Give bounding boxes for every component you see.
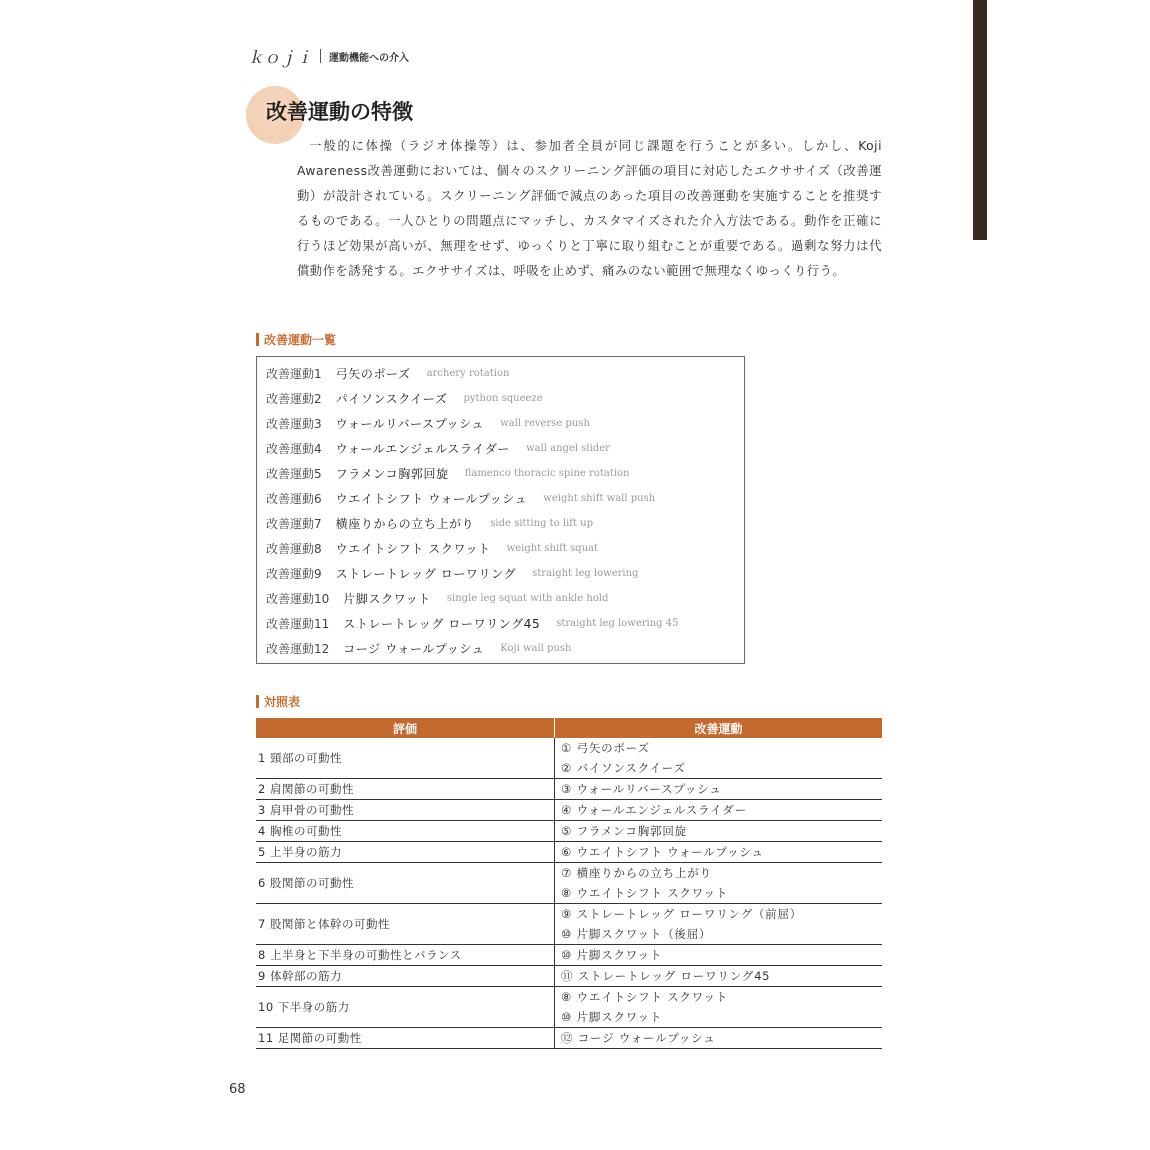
exercise-number: 改善運動11 xyxy=(266,617,330,631)
exercise-name-en: archery rotation xyxy=(426,368,510,379)
improvement-item: ⑫ コージ ウォールプッシュ xyxy=(561,1031,716,1045)
evaluation-cell: 9 体幹部の筋力 xyxy=(256,966,555,987)
column-header-eval: 評価 xyxy=(256,718,555,738)
exercise-number: 改善運動1 xyxy=(266,367,322,381)
section-title: 改善運動の特徴 xyxy=(266,99,413,124)
improvement-item: ⑩ 片脚スクワット xyxy=(561,948,663,962)
running-head-section: 運動機能への介入 xyxy=(329,52,410,64)
exercise-name-ja: ストレートレッグ ローワリング xyxy=(335,567,517,581)
exercise-number: 改善運動7 xyxy=(266,517,322,531)
exercise-name-en: weight shift squat xyxy=(506,543,598,554)
evaluation-cell: 10 下半身の筋力 xyxy=(256,987,555,1028)
improvement-item: ⑦ 横座りからの立ち上がり xyxy=(561,866,712,880)
improvement-item: ⑧ ウエイトシフト スクワット xyxy=(561,990,729,1004)
exercise-name-en: wall angel slider xyxy=(526,443,610,454)
exercise-name-en: side sitting to lift up xyxy=(490,518,594,529)
mapping-row xyxy=(256,945,882,966)
exercise-list-item xyxy=(266,386,744,411)
mapping-table xyxy=(256,718,882,1049)
mapping-row xyxy=(256,779,882,800)
exercise-name-ja: ストレートレッグ ローワリング45 xyxy=(343,617,541,631)
evaluation-cell: 3 肩甲骨の可動性 xyxy=(256,800,555,821)
mapping-row xyxy=(256,863,882,904)
improvement-item: ④ ウォールエンジェルスライダー xyxy=(561,803,747,817)
exercise-name-en: weight shift wall push xyxy=(543,493,656,504)
evaluation-cell: 4 胸椎の可動性 xyxy=(256,821,555,842)
exercise-name-en: flamenco thoracic spine rotation xyxy=(464,468,630,479)
evaluation-cell: 2 肩関節の可動性 xyxy=(256,779,555,800)
exercise-list-item xyxy=(266,461,744,486)
exercise-list-item xyxy=(266,486,744,511)
running-head-divider xyxy=(320,49,321,63)
exercise-name-ja: 片脚スクワット xyxy=(343,592,431,606)
improvement-cell xyxy=(555,987,883,1028)
exercise-name-ja: コージ ウォールプッシュ xyxy=(343,642,485,656)
mapping-row xyxy=(256,842,882,863)
evaluation-cell: 8 上半身と下半身の可動性とバランス xyxy=(256,945,555,966)
exercise-name-ja: 弓矢のポーズ xyxy=(335,367,411,381)
exercise-name-ja: 横座りからの立ち上がり xyxy=(335,517,475,531)
mapping-row xyxy=(256,987,882,1028)
exercise-list-item xyxy=(266,536,744,561)
exercise-name-ja: パイソンスクイーズ xyxy=(335,392,448,406)
exercise-number: 改善運動10 xyxy=(266,592,330,606)
evaluation-cell: 6 股関節の可動性 xyxy=(256,863,555,904)
mapping-row xyxy=(256,904,882,945)
exercise-number: 改善運動9 xyxy=(266,567,322,581)
mapping-row xyxy=(256,821,882,842)
exercise-name-en: single leg squat with ankle hold xyxy=(446,593,609,604)
improvement-item: ⑪ ストレートレッグ ローワリング45 xyxy=(561,969,771,983)
column-header-improvement: 改善運動 xyxy=(555,718,883,738)
exercise-number: 改善運動4 xyxy=(266,442,322,456)
exercise-name-ja: ウエイトシフト ウォールプッシュ xyxy=(335,492,528,506)
exercise-list-item xyxy=(266,511,744,536)
exercise-number: 改善運動6 xyxy=(266,492,322,506)
heading-bar-icon xyxy=(256,333,259,346)
side-tab-bar xyxy=(973,0,987,240)
improvement-item: ③ ウォールリバースプッシュ xyxy=(561,782,722,796)
exercise-name-en: straight leg lowering 45 xyxy=(556,618,679,629)
evaluation-cell: 1 頸部の可動性 xyxy=(256,738,555,779)
improvement-cell xyxy=(555,863,883,904)
improvement-cell xyxy=(555,779,883,800)
exercise-number: 改善運動2 xyxy=(266,392,322,406)
mapping-row xyxy=(256,800,882,821)
exercise-list-item xyxy=(266,436,744,461)
improvement-item: ⑥ ウエイトシフト ウォールプッシュ xyxy=(561,845,764,859)
exercise-list-item xyxy=(266,586,744,611)
improvement-item: ⑩ 片脚スクワット（後屈） xyxy=(561,927,712,941)
evaluation-cell: 5 上半身の筋力 xyxy=(256,842,555,863)
improvement-cell xyxy=(555,966,883,987)
improvement-cell xyxy=(555,800,883,821)
improvement-item: ⑨ ストレートレッグ ローワリング（前屈） xyxy=(561,907,803,921)
evaluation-cell: 11 足関節の可動性 xyxy=(256,1028,555,1049)
intro-paragraph: 一般的に体操（ラジオ体操等）は、参加者全員が同じ課題を行うことが多い。しかし、Koji Awareness改善運動においては、個々のスクリーニング評価の項目に対応したエクササイズ（改善運動）が設計されている。スクリーニング評価で減点のあった項目の改善運動を実施することを推奨するものである。一人ひとりの問題点にマッチし、カスタマイズされた介入方法である。動作を正確に行うほど効果が高いが、無理をせず、ゆっくりと丁寧に取り組むことが重要である。過剰な努力は代償動作を誘発する。エクササイズは、呼吸を止めず、痛みのない範囲で無理なくゆっくり行う。 xyxy=(297,139,882,278)
exercise-name-en: Koji wall push xyxy=(500,643,572,654)
exercise-name-en: straight leg lowering xyxy=(532,568,639,579)
improvement-item: ⑧ ウエイトシフト スクワット xyxy=(561,886,729,900)
koji-logo: ｋｏｊｉ xyxy=(248,47,313,67)
exercise-list-heading-text: 改善運動一覧 xyxy=(264,333,337,347)
mapping-heading xyxy=(256,693,300,710)
improvement-item: ① 弓矢のポーズ xyxy=(561,741,650,755)
exercise-list-item xyxy=(266,561,744,586)
exercise-number: 改善運動12 xyxy=(266,642,330,656)
improvement-cell xyxy=(555,821,883,842)
exercise-list-item xyxy=(266,411,744,436)
exercise-number: 改善運動3 xyxy=(266,417,322,431)
improvement-cell xyxy=(555,738,883,779)
exercise-name-ja: ウォールエンジェルスライダー xyxy=(335,442,511,456)
exercise-list-item xyxy=(266,611,744,636)
exercise-number: 改善運動5 xyxy=(266,467,322,481)
exercise-name-en: python squeeze xyxy=(463,393,543,404)
exercise-name-ja: ウォールリバースプッシュ xyxy=(335,417,485,431)
improvement-cell xyxy=(555,842,883,863)
exercise-name-ja: ウエイトシフト スクワット xyxy=(335,542,491,556)
evaluation-cell: 7 股関節と体幹の可動性 xyxy=(256,904,555,945)
running-head xyxy=(248,36,409,76)
mapping-table-header xyxy=(256,718,882,738)
improvement-cell xyxy=(555,1028,883,1049)
mapping-heading-text: 対照表 xyxy=(264,695,301,709)
heading-bar-icon xyxy=(256,695,259,708)
exercise-list-box xyxy=(256,356,745,664)
improvement-item: ② パイソンスクイーズ xyxy=(561,761,686,775)
mapping-row xyxy=(256,738,882,779)
exercise-list-item xyxy=(266,361,744,386)
exercise-name-ja: フラメンコ胸郭回旋 xyxy=(335,467,449,481)
improvement-cell xyxy=(555,904,883,945)
exercise-name-en: wall reverse push xyxy=(500,418,590,429)
exercise-list-item xyxy=(266,636,744,661)
improvement-item: ⑩ 片脚スクワット xyxy=(561,1010,663,1024)
exercise-list-heading xyxy=(256,331,336,348)
improvement-item: ⑤ フラメンコ胸郭回旋 xyxy=(561,824,687,838)
exercise-number: 改善運動8 xyxy=(266,542,322,556)
mapping-row xyxy=(256,1028,882,1049)
improvement-cell xyxy=(555,945,883,966)
page-number: 68 xyxy=(229,1082,246,1097)
mapping-row xyxy=(256,966,882,987)
